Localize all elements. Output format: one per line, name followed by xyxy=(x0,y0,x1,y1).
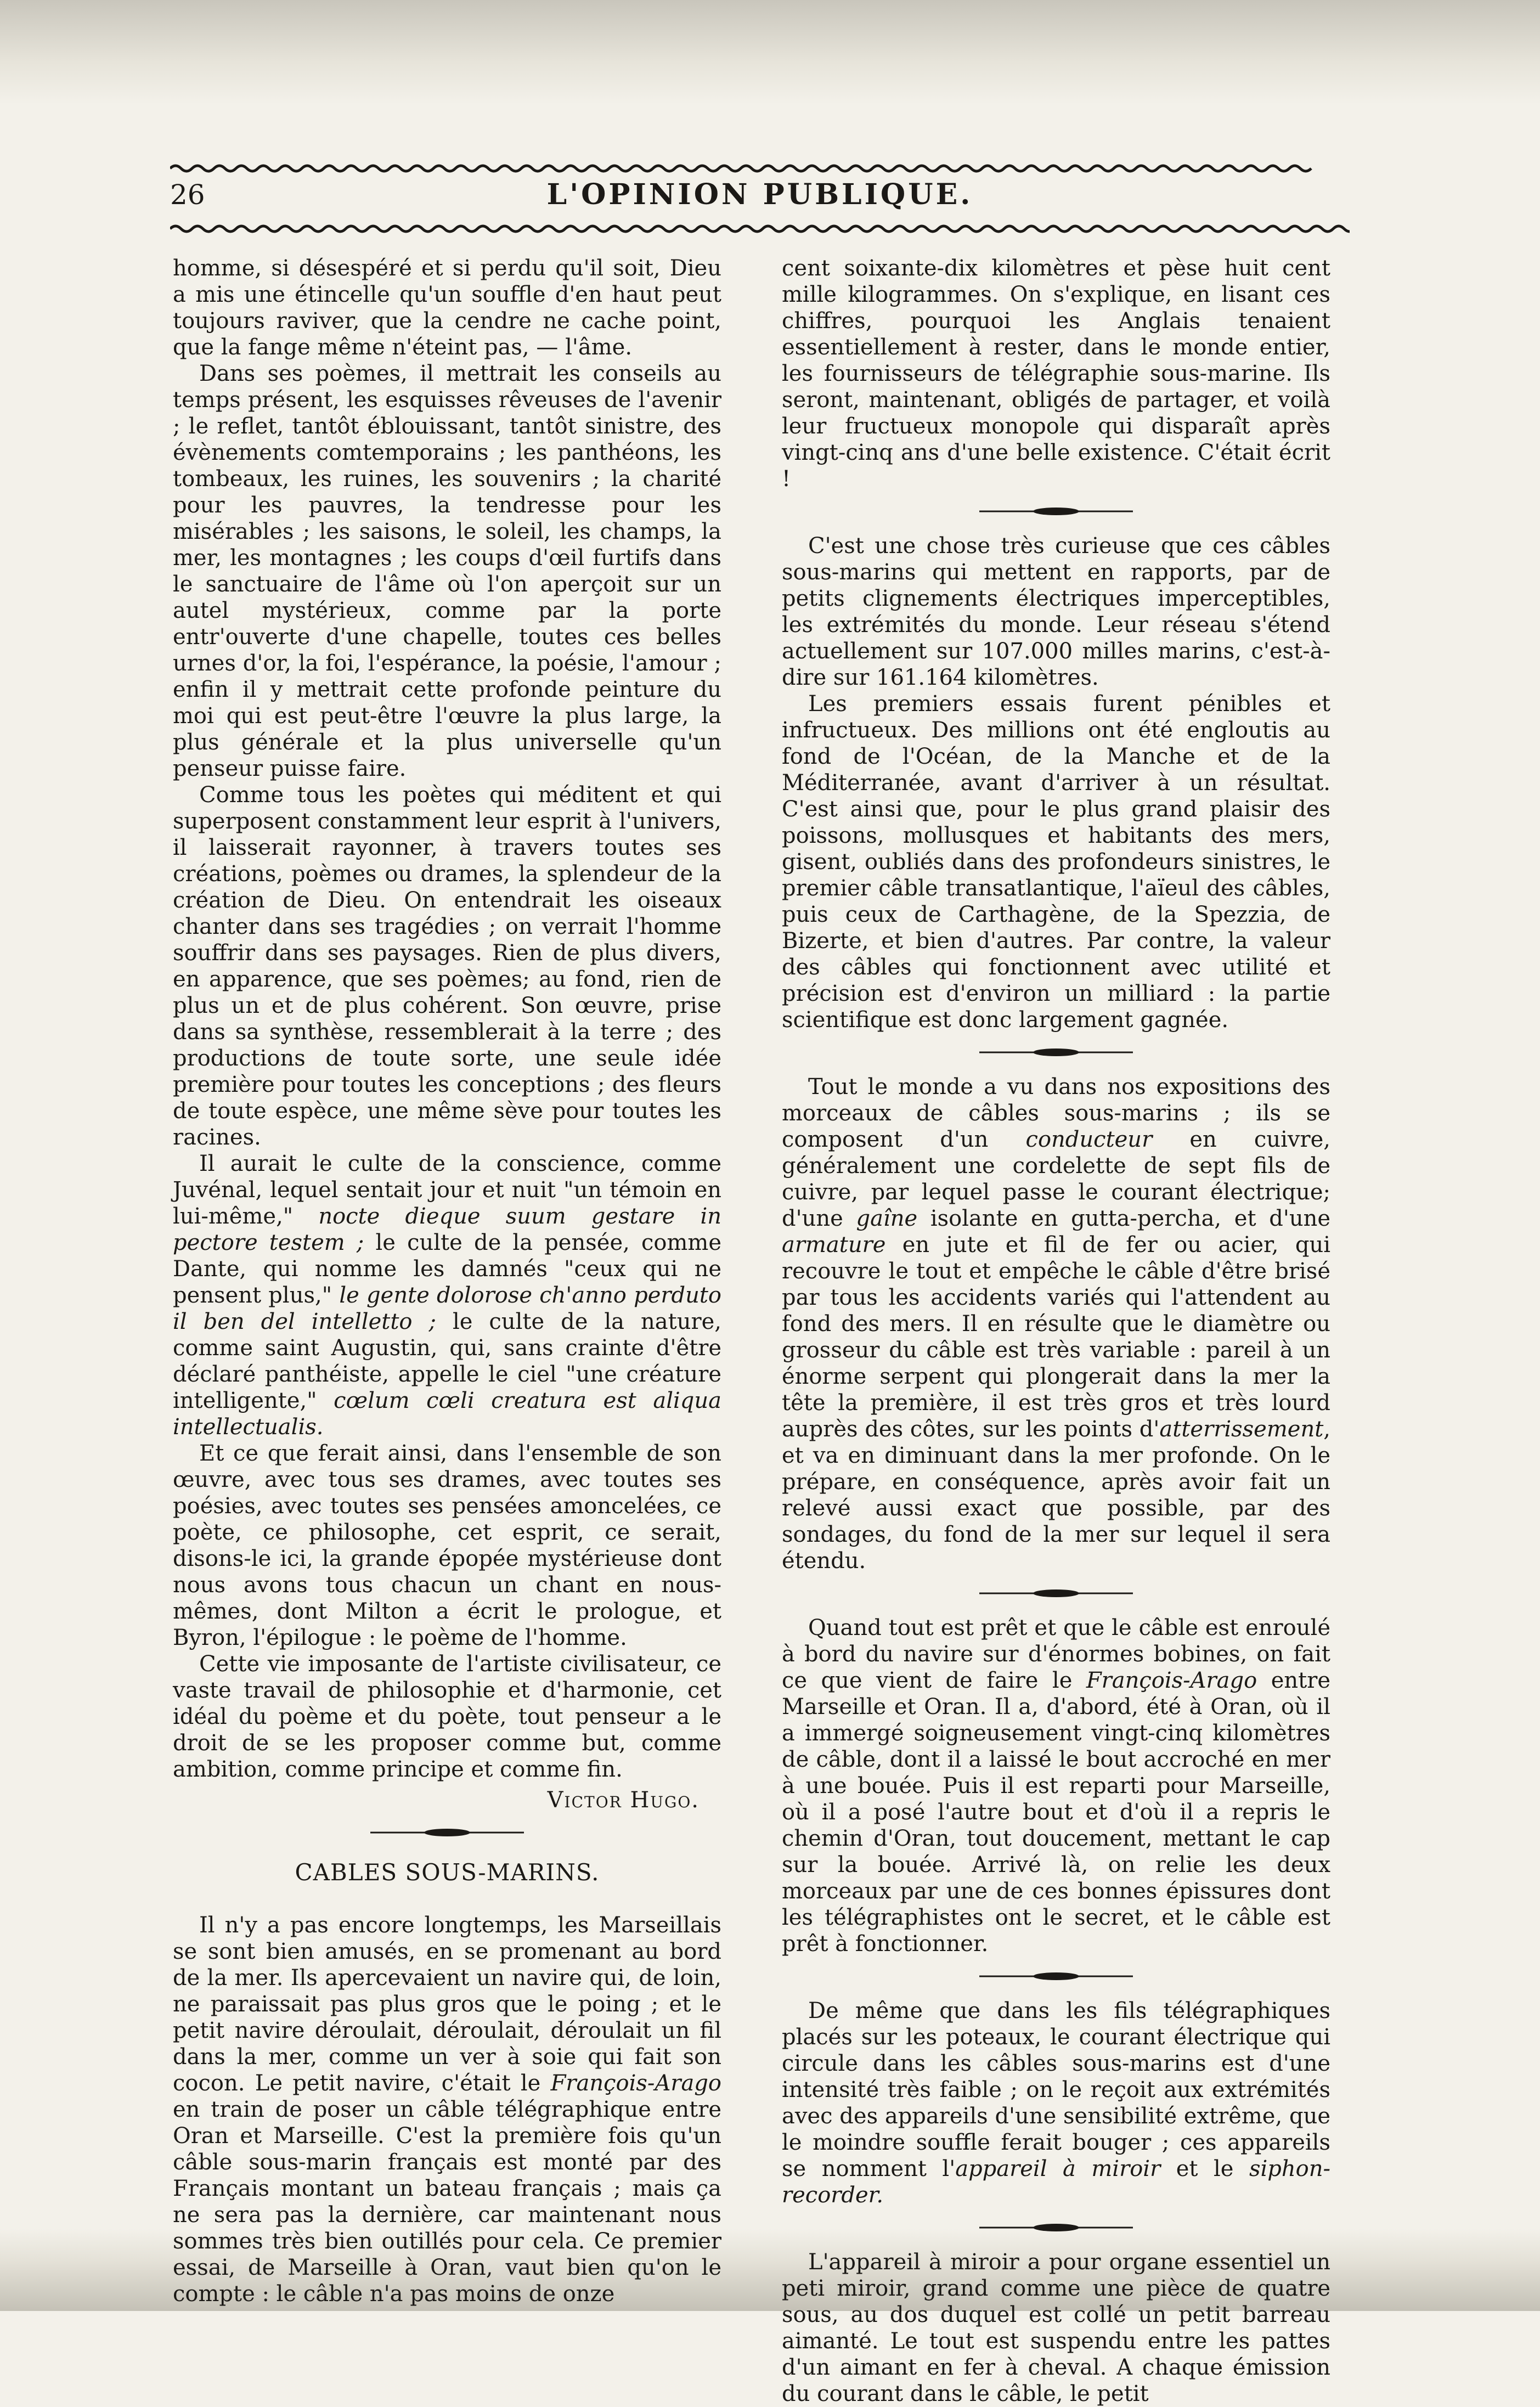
ship-name: François-Arago xyxy=(550,2071,721,2096)
section-divider xyxy=(979,1970,1133,1982)
paragraph: Et ce que ferait ainsi, dans l'ensemble de son œuvre, avec tous ses drames, avec toutes ses poésies, avec toutes ses pensées amoncelées, ce poète, ce philosophe, cet esprit, ce serait, disons-le ici, la grande épopée mystérieuse dont nous avons tous chacun un chant en nous-mêmes, dont Milton a écrit le prologue, et Byron, l'épilogue : le poème de l'homme. xyxy=(173,1441,721,1650)
term: gaîne xyxy=(856,1206,918,1231)
paragraph: C'est une chose très curieuse que ces câbles sous-marins qui mettent en rapports, par de petits clignements électriques imperceptibles, les extrémités du monde. Leur réseau s'étend actuellement sur 107.000 milles marins, c'est-à-dire sur 161.164 kilomètres. xyxy=(782,533,1330,690)
paragraph: Dans ses poèmes, il mettrait les conseils au temps présent, les esquisses rêveuses de l'avenir ; le reflet, tantôt éblouissant, tantôt sinistre, des évènements comtemporains ; les panthéons, les tombeaux, les ruines, les souvenirs ; la charité pour les pauvres, la tendresse pour les misérables ; les saisons, le soleil, les champs, la mer, les montagnes ; les coups d'œil furtifs dans le sanctuaire de l'âme où l'on aperçoit sur un autel mystérieux, comme par la porte entr'ouverte d'une chapelle, toutes ces belles urnes d'or, la foi, l'espérance, la poésie, l'amour ; enfin il y mettrait cette profonde peinture du moi qui est peut-être l'œuvre la plus large, la plus générale et la plus universelle qu'un penseur puisse faire. xyxy=(173,361,721,781)
term: armature xyxy=(782,1232,886,1258)
paragraph xyxy=(782,1074,1330,1574)
text-run: le culte de la pensée, comme Dante, qui nomme les damnés "ceux qui ne pensent plus," xyxy=(173,1230,721,1308)
ship-name: François-Arago xyxy=(1086,1668,1257,1693)
text-run: Il n'y a pas encore longtemps, les Marseillais se sont bien amusés, en se promenant au bord de la mer. Ils apercevaient un navire qui, de loin, ne paraissait pas plus gros que le poing ; et le petit navire déroulait, déroulait, déroulait un fil dans la mer, comme un ver à soie qui fait son cocon. Le petit navire, c'était le xyxy=(173,1913,721,2096)
paragraph: cent soixante-dix kilomètres et pèse huit cent mille kilogrammes. On s'explique, en lisant ces chiffres, pourquoi les Anglais tenaient essentiellement à rester, dans le monde entier, les fournisseurs de télégraphie sous-marine. Ils seront, maintenant, obligés de partager, et voilà leur fructueux monopole qui disparaît après vingt-cinq ans d'une belle existence. C'était écrit ! xyxy=(782,256,1330,492)
text-run: en train de poser un câble télégraphique entre Oran et Marseille. C'est la première fois qu'un câble sous-marin français est monté par des Français montant un bateau français ; mais ça ne sera pas la dernière, car maintenant nous sommes très bien outillés pour cela. Ce premier essai, de Marseille à Oran, vaut bien qu'on le compte : le câble n'a pas moins de onze xyxy=(173,2097,721,2307)
right-column xyxy=(782,255,1330,2407)
term: conducteur xyxy=(1025,1127,1153,1152)
text-run: De même que dans les fils télégraphiques placés sur les poteaux, le courant électrique qui circule dans les câbles sous-marins est d'une intensité très faible ; on le reçoit aux extrémités avec des appareils d'une sensibilité extrême, que le moindre souffle ferait bouger ; ces appareils se nomment l' xyxy=(782,1998,1330,2181)
text-run: le culte de la nature, comme saint Augustin, qui, sans crainte d'être déclaré panthéiste, appelle le ciel "une créature intelligente," xyxy=(173,1309,721,1413)
paragraph: homme, si désespéré et si perdu qu'il soit, Dieu a mis une étincelle qu'un souffle d'en haut peut toujours raviver, que la cendre ne cache point, que la fange même n'éteint pas, — l'âme. xyxy=(173,256,721,360)
left-column xyxy=(173,255,721,2307)
paper-edge-top xyxy=(0,0,1540,104)
section-divider xyxy=(979,1587,1133,1599)
section-title: CABLES SOUS-MARINS. xyxy=(295,1859,600,1886)
section-divider xyxy=(979,505,1133,517)
text-run: Il aurait le culte de la conscience, comme Juvénal, lequel sentait jour et nuit "un témoin en lui-même," xyxy=(173,1151,721,1229)
paragraph xyxy=(173,1912,721,2307)
term: siphon-recorder. xyxy=(782,2156,1330,2208)
text-run: en jute et fil de fer ou acier, qui recouvre le tout et empêche le câble d'être brisé par tous les accidents variés qui l'attendent au fond des mers. Il en résulte que le diamètre ou grosseur du câble est très variable : pareil à un énorme serpent qui plongerait dans la mer la tête la première, il est très gros et très lourd auprès des côtes, sur les points d' xyxy=(782,1232,1330,1442)
term: atterrissement xyxy=(1159,1417,1324,1442)
paragraph: Les premiers essais furent pénibles et infructueux. Des millions ont été engloutis au fond de l'Océan, de la Manche et de la Méditerranée, avant d'arriver à un résultat. C'est ainsi que, pour le plus grand plaisir des poissons, mollusques et habitants des mers, gisent, oubliés dans des profondeurs sinistres, le premier câble transatlantique, l'aïeul des câbles, puis ceux de Carthagène, de la Spezzia, de Bizerte, et bien d'autres. Par contre, la valeur des câbles qui fonctionnent avec utilité et précision est d'environ un milliard : la partie scientifique est donc largement gagnée. xyxy=(782,691,1330,1033)
header-rule-top xyxy=(170,162,1350,175)
term: appareil à miroir xyxy=(955,2156,1161,2181)
paragraph: L'appareil à miroir a pour organe essentiel un peti miroir, grand comme une pièce de quatre sous, au dos duquel est collé un petit barreau aimanté. Le tout est suspendu entre les pattes d'un aimant en fer à cheval. A chaque émission du courant dans le câble, le petit xyxy=(782,2250,1330,2406)
paragraph: Comme tous les poètes qui méditent et qui superposent constamment leur esprit à l'univers, il laisserait rayonner, à travers toutes ses créations, poèmes ou drames, la splendeur de la création de Dieu. On entendrait les oiseaux chanter dans ses tragédies ; on verrait l'homme souffrir dans ses paysages. Rien de plus divers, en apparence, que ses poèmes; au fond, rien de plus un et de plus cohérent. Son œuvre, prise dans sa synthèse, ressemblerait à la terre ; des productions de toute sorte, une seule idée première pour toutes les conceptions ; des fleurs de toute espèce, une même sève pour toutes les racines. xyxy=(173,782,721,1150)
section-divider xyxy=(370,1827,524,1839)
italian-quote: le gente dolorose ch'anno perduto il ben del intelletto ; xyxy=(173,1283,722,1334)
text-run: , et va en diminuant dans la mer profonde. On le prépare, en conséquence, après avoir fait un relevé aussi exact que possible, par des sondages, du fond de la mer sur lequel il sera étendu. xyxy=(782,1417,1330,1574)
latin-quote: nocte dieque suum gestare in pectore testem ; xyxy=(173,1204,722,1255)
latin-quote: cœlum cœli creatura est aliqua intellectualis. xyxy=(173,1388,722,1440)
text-run: en cuivre, généralement une cordelette de sept fils de cuivre, par lequel passe le courant électrique; d'une xyxy=(782,1127,1330,1231)
author-signature: Victor Hugo. xyxy=(547,1788,700,1813)
text-run: entre Marseille et Oran. Il a, d'abord, été à Oran, où il a immergé soigneusement vingt-cinq kilomètres de câble, dont il a laissé le bout accroché en mer à une bouée. Puis il est reparti pour Marseille, où il a posé l'autre bout et d'où il a repris le chemin d'Oran, tout doucement, mettant le cap sur la bouée. Arrivé là, on relie les deux morceaux par une de ces bonnes épissures dont les télégraphistes ont le secret, et le câble est prêt à fonctionner. xyxy=(782,1668,1331,1957)
header-rule-bottom xyxy=(170,222,1350,235)
page-header xyxy=(170,176,1350,214)
journal-title: L'OPINION PUBLIQUE. xyxy=(546,178,973,211)
section-divider xyxy=(979,1046,1133,1058)
section-divider xyxy=(979,2222,1133,2234)
text-run: et le xyxy=(1176,2156,1234,2181)
text-run: Tout le monde a vu dans nos expositions des morceaux de câbles sous-marins ; ils se composent d'un xyxy=(782,1074,1330,1152)
paragraph xyxy=(782,1615,1330,1957)
paragraph xyxy=(173,1151,721,1440)
paragraph xyxy=(782,1998,1330,2208)
paragraph: Cette vie imposante de l'artiste civilisateur, ce vaste travail de philosophie et d'harmonie, cet idéal du poème et du poète, tout penseur a le droit de se les proposer comme but, comme ambition, comme principe et comme fin. xyxy=(173,1651,721,1782)
page-number: 26 xyxy=(170,179,205,211)
text-run: Quand tout est prêt et que le câble est enroulé à bord du navire sur d'énormes bobines, on fait ce que vient de faire le xyxy=(782,1615,1330,1693)
text-run: isolante en gutta-percha, et d'une xyxy=(930,1206,1331,1231)
